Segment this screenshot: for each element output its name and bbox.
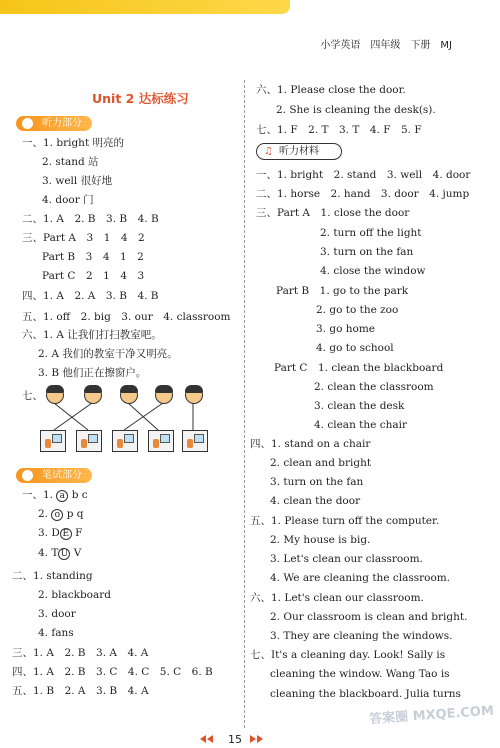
column-divider (244, 80, 245, 728)
written-line: 2. o p q (38, 508, 84, 520)
page-header (310, 36, 452, 51)
child-face-icon (155, 386, 173, 404)
answer-line: 2. stand 站 (42, 156, 99, 168)
script-line: 4. clean the chair (314, 419, 407, 431)
header-subject: 小学英语 (320, 40, 361, 51)
child-face-icon (120, 386, 138, 404)
answer-line: 2. She is cleaning the desk(s). (276, 104, 436, 116)
script-line: 四、1. stand on a chair (250, 438, 371, 450)
answer-line: 3. well 很好地 (42, 175, 113, 187)
written-line: 4. T U V (38, 547, 82, 559)
listening-section-tag: 听力部分 (16, 116, 92, 131)
script-line: cleaning the blackboard. Julia turns (270, 688, 461, 700)
answer-line: 四、1. A 2. B 3. C 4. C 5. C 6. B (12, 666, 213, 678)
child-face-icon (46, 386, 64, 404)
written-line: 3. D E F (38, 527, 83, 539)
listening-material-tag: ♫ 听力材料 (256, 143, 342, 160)
answer-line: 二、1. A 2. B 3. B 4. B (22, 213, 159, 225)
answer-line: 3. door (38, 608, 76, 620)
prev-arrow-icon (200, 735, 206, 743)
script-line: 3. go home (316, 323, 375, 335)
script-line: 一、1. bright 2. stand 3. well 4. door (256, 169, 471, 181)
script-line: cleaning the window. Wang Tao is (270, 668, 450, 680)
script-line: 三、Part A 1. close the door (256, 207, 410, 219)
scene-picture (112, 430, 138, 452)
answer-line: 三、1. A 2. B 3. A 4. A (12, 647, 149, 659)
answer-line: 一、1. bright 明亮的 (22, 137, 124, 149)
script-line: 3. turn on the fan (270, 476, 364, 488)
answer-line: Part C 2 1 4 3 (42, 270, 145, 282)
script-line: Part C 1. clean the blackboard (274, 362, 444, 374)
script-line: 六、1. Let's clean our classroom. (250, 592, 424, 604)
scene-picture (40, 430, 66, 452)
matching-lines (40, 403, 220, 431)
page-number: 15 (228, 733, 242, 746)
script-line: 2. clean the classroom (314, 381, 434, 393)
script-line: 二、1. horse 2. hand 3. door 4. jump (256, 188, 470, 200)
script-line: 3. clean the desk (314, 400, 405, 412)
script-line: Part B 1. go to the park (276, 285, 409, 297)
answer-line: 七、 (22, 390, 43, 402)
answer-line: 4. door 门 (42, 194, 94, 206)
script-line: 3. They are cleaning the windows. (270, 630, 453, 642)
answer-line: 3. B 他们正在擦窗户。 (38, 367, 147, 379)
pen-icon (22, 470, 33, 481)
watermark: 答案圈 MXQE.COM (368, 703, 495, 728)
answer-line: 六、1. Please close the door. (256, 84, 406, 96)
answer-line: Part B 3 4 1 2 (42, 251, 144, 263)
prev-arrow-icon (207, 735, 213, 743)
answer-line: 二、1. standing (12, 570, 93, 582)
script-line: 3. Let's clean our classroom. (270, 553, 423, 565)
answer-line: 2. blackboard (38, 589, 111, 601)
script-line: 2. go to the zoo (316, 304, 399, 316)
script-line: 五、1. Please turn off the computer. (250, 515, 440, 527)
script-line: 2. turn off the light (320, 227, 422, 239)
header-edition: MJ (440, 40, 452, 51)
next-arrow-icon (257, 735, 263, 743)
written-section-tag: 笔试部分 (16, 468, 92, 483)
script-line: 七、It's a cleaning day. Look! Sally is (250, 649, 446, 661)
answer-line: 2. A 我们的教室干净又明亮。 (38, 348, 178, 360)
script-line: 4. clean the door (270, 495, 361, 507)
script-line: 4. go to school (316, 342, 394, 354)
script-line: 2. My house is big. (270, 534, 371, 546)
written-line: 一、1. a b c (22, 489, 88, 501)
answer-line: 六、1. A 让我们打扫教室吧。 (22, 329, 162, 341)
ear-icon (22, 118, 33, 129)
script-line: 4. We are cleaning the classroom. (270, 572, 451, 584)
script-line: 4. close the window (320, 265, 426, 277)
script-line: 2. clean and bright (270, 457, 372, 469)
scene-picture (76, 430, 102, 452)
answer-line: 七、1. F 2. T 3. T 4. F 5. F (256, 124, 422, 136)
child-face-icon (84, 386, 102, 404)
scene-picture (182, 430, 208, 452)
answer-line: 五、1. B 2. A 3. B 4. A (12, 685, 149, 697)
answer-line: 4. fans (38, 627, 74, 639)
headphone-icon: ♫ (264, 146, 273, 157)
header-term: 下册 (410, 40, 431, 51)
child-face-icon (185, 386, 203, 404)
answer-line: 五、1. off 2. big 3. our 4. classroom (22, 311, 231, 323)
scene-picture (148, 430, 174, 452)
top-color-bar (0, 0, 290, 14)
answer-line: 四、1. A 2. A 3. B 4. B (22, 290, 159, 302)
header-grade: 四年级 (370, 40, 401, 51)
next-arrow-icon (250, 735, 256, 743)
answer-line: 三、Part A 3 1 4 2 (22, 232, 145, 244)
script-line: 2. Our classroom is clean and bright. (270, 611, 468, 623)
script-line: 3. turn on the fan (320, 246, 414, 258)
unit-title: Unit 2 达标练习 (92, 91, 189, 106)
